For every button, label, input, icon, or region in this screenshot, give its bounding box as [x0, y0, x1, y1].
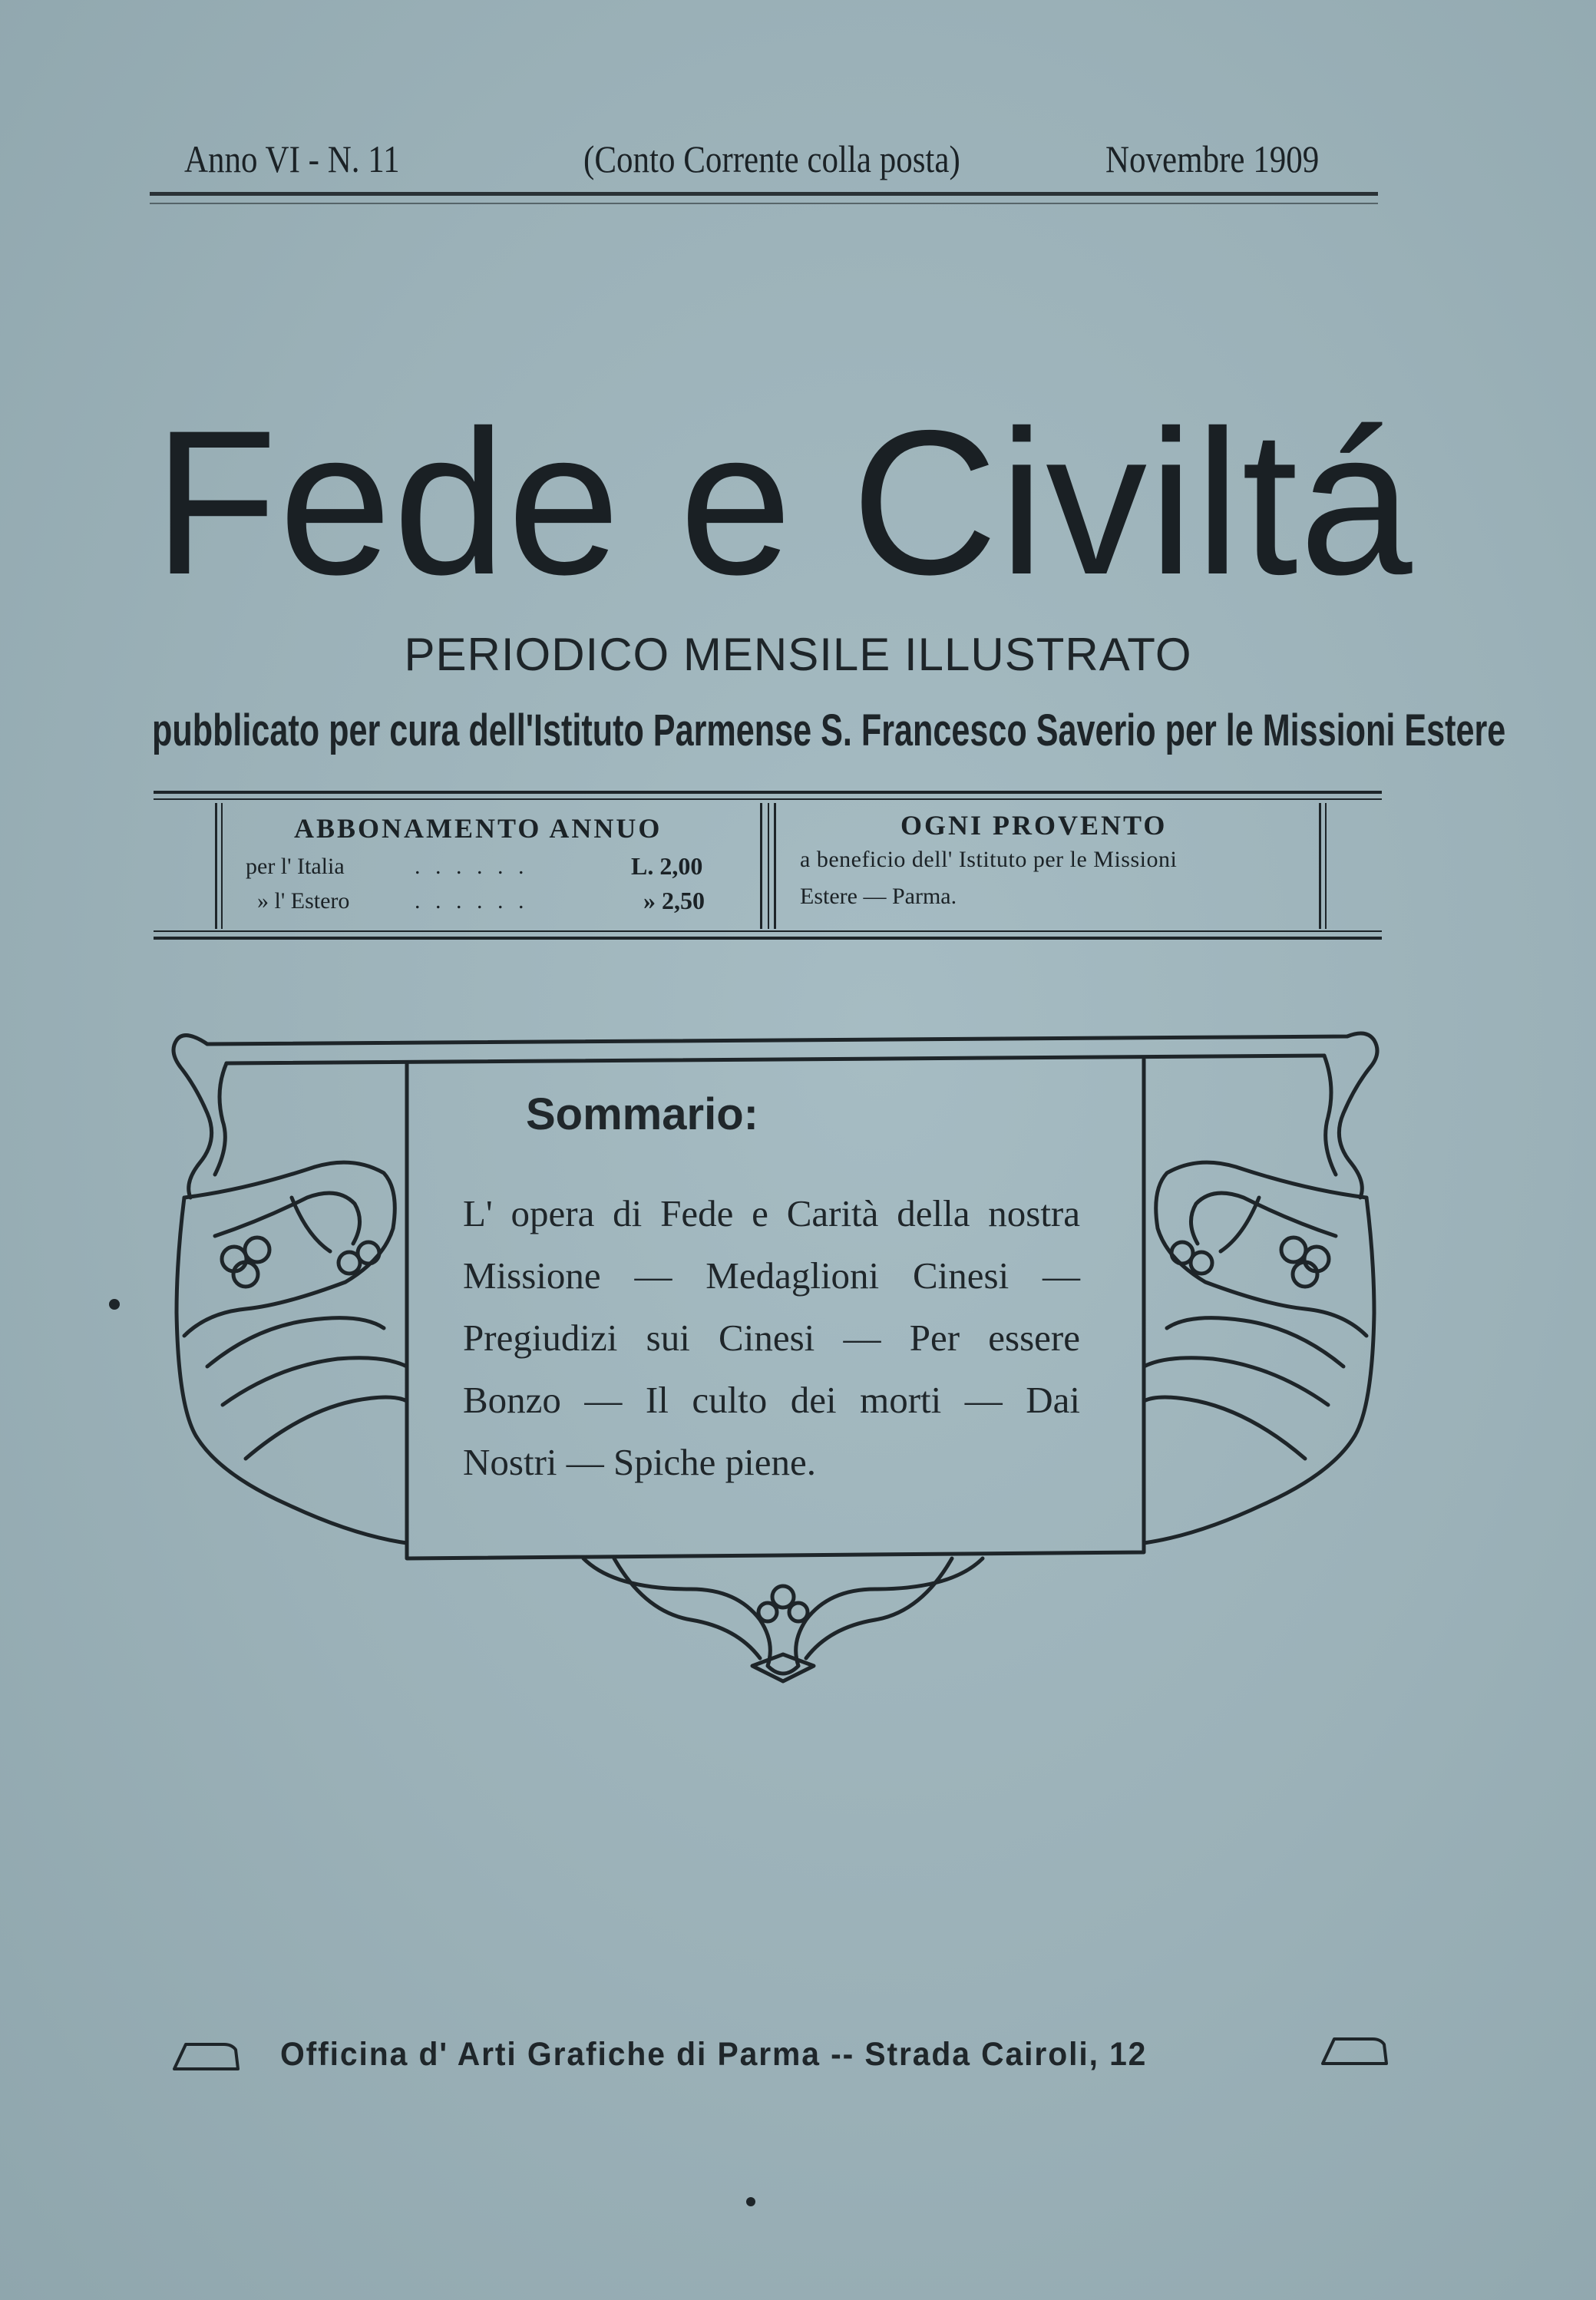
proceeds-line: Estere — Parma. [800, 884, 957, 909]
box-top-rule [154, 791, 1382, 794]
postal-account-note: (Conto Corrente colla posta) [583, 137, 960, 180]
summary-heading: Sommario: [526, 1089, 758, 1139]
box-divider [1319, 803, 1321, 929]
masthead-title: Fede e Civiltá [154, 387, 1414, 617]
masthead-subtitle: PERIODICO MENSILE ILLUSTRATO [404, 629, 1192, 680]
box-divider [774, 803, 776, 929]
footer-ornament-right [1319, 2033, 1389, 2071]
subscription-row-label: » l' Estero [257, 888, 350, 914]
box-bottom-rule-thin [154, 930, 1382, 932]
ink-speck [109, 1299, 120, 1310]
issue-date: Novembre 1909 [1105, 137, 1320, 180]
printer-imprint: Officina d' Arti Grafiche di Parma -- Strada Cairoli, 12 [280, 2036, 1148, 2073]
header-rule-thin [150, 203, 1378, 204]
subscription-heading: ABBONAMENTO ANNUO [294, 813, 663, 844]
box-divider [1325, 803, 1327, 929]
box-top-rule-thin [154, 798, 1382, 800]
box-bottom-rule [154, 937, 1382, 940]
subscription-row-leader: . . . . . . [415, 888, 529, 914]
summary-text: L' opera di Fede e Carità della nostra Missione — Medaglioni Cinesi — Pregiudizi sui Cinesi — Per essere Bonzo — Il culto dei morti — Dai Nostri — Spiche piene. [463, 1192, 1080, 1483]
ink-speck [746, 2197, 755, 2206]
subscription-row-leader: . . . . . . [415, 854, 529, 879]
footer-ornament-left [170, 2038, 241, 2077]
header-rule [150, 192, 1378, 196]
subscription-row-value: » 2,50 [643, 887, 705, 914]
publisher-line: pubblicato per cura dell'Istituto Parmense S. Francesco Saverio per le Missioni Estere [152, 706, 1506, 755]
proceeds-heading: OGNI PROVENTO [900, 810, 1168, 841]
box-divider [760, 803, 762, 929]
subscription-row-label: per l' Italia [246, 854, 345, 879]
box-divider [215, 803, 217, 929]
proceeds-line: a beneficio dell' Istituto per le Missioni [800, 847, 1178, 872]
box-divider [221, 803, 223, 929]
issue-number: Anno VI - N. 11 [184, 137, 400, 180]
box-divider [768, 803, 769, 929]
subscription-row-value: L. 2,00 [631, 852, 703, 880]
